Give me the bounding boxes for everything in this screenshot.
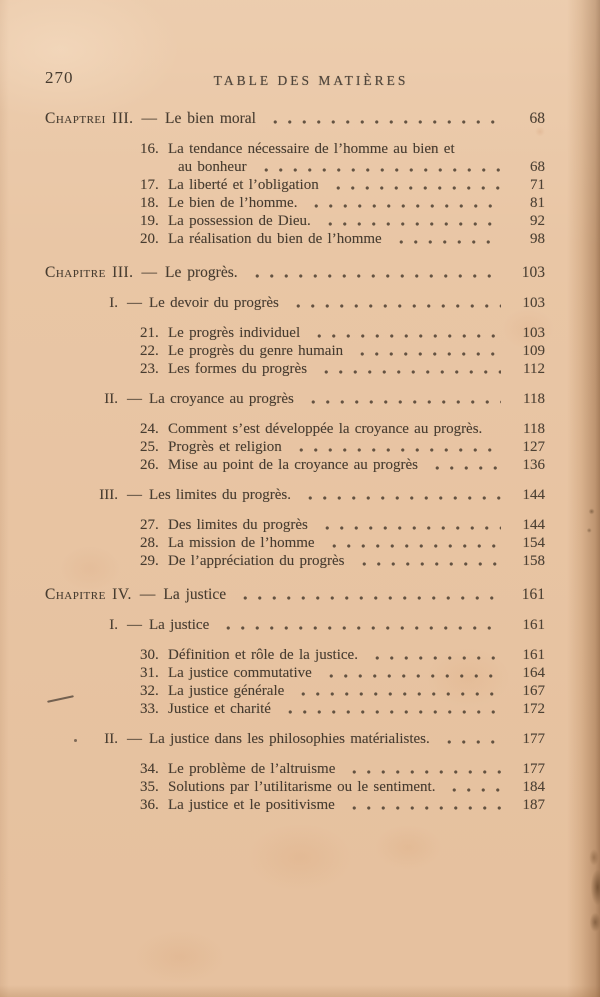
dot-leader: [319, 370, 501, 374]
section-numeral: II.: [104, 391, 118, 407]
entry-title: Solutions par l’utilitarisme ou le sentiment.: [168, 779, 436, 795]
toc-row: [45, 796, 545, 814]
page-number: 177: [522, 761, 545, 777]
entry-title: Les formes du progrès: [168, 361, 308, 377]
page-number: 127: [522, 439, 545, 455]
entry-title: Le bien moral: [165, 110, 256, 127]
dot-leader: [355, 352, 501, 356]
toc-row: [45, 194, 545, 212]
entry-title: Des limites du progrès: [168, 517, 308, 533]
entry-number: 33.: [140, 701, 159, 717]
dot-leader: [291, 304, 501, 308]
entry-title: La tendance nécessaire de l’homme au bien et: [168, 141, 455, 157]
entry-title: La liberté et l’obligation: [168, 177, 319, 193]
entry-title: Le problème de l’altruisme: [168, 761, 336, 777]
toc-row: [45, 730, 545, 748]
dot-leader: [394, 240, 501, 244]
table-of-contents: [45, 110, 545, 814]
toc-row: [45, 700, 545, 718]
dot-leader: [303, 496, 501, 500]
page-number: 167: [522, 683, 545, 699]
toc-row: [45, 158, 545, 176]
toc-row: [45, 342, 545, 360]
entry-number: 25.: [140, 439, 159, 455]
toc-row: [45, 420, 545, 438]
entry-number: 29.: [140, 553, 159, 569]
dot-leader: [430, 466, 501, 470]
page-number: 161: [522, 617, 545, 633]
toc-row: [45, 230, 545, 248]
toc-row: [45, 176, 545, 194]
entry-number: 26.: [140, 457, 159, 473]
dot-leader: [447, 788, 501, 792]
page-number: 103: [522, 295, 545, 311]
section-numeral: II.: [104, 731, 118, 747]
entry-title: Mise au point de la croyance au progrès: [168, 457, 418, 473]
entry-number: 17.: [140, 177, 159, 193]
entry-title: Comment s’est développée la croyance au progrès.: [168, 421, 483, 437]
page-number: 71: [530, 177, 545, 193]
page-number: 172: [522, 701, 545, 717]
entry-number: 16.: [140, 141, 159, 157]
dot-leader: [312, 334, 501, 338]
entry-title: Progrès et religion: [168, 439, 282, 455]
toc-row: [45, 456, 545, 474]
toc-row: [45, 516, 545, 534]
page-number: 154: [522, 535, 545, 551]
ink-speck: [74, 739, 77, 742]
page-number: 177: [522, 731, 545, 747]
em-dash: —: [127, 391, 142, 407]
toc-row: [45, 140, 545, 158]
entry-title: Le progrès du genre humain: [168, 343, 344, 359]
ink-speck: [150, 741, 152, 743]
entry-title: La croyance au progrès: [149, 391, 294, 407]
chapter-prefix: Chaptrei III.: [45, 110, 134, 127]
entry-number: 20.: [140, 231, 159, 247]
toc-row: [45, 390, 545, 408]
section-numeral: III.: [99, 487, 118, 503]
entry-number: 36.: [140, 797, 159, 813]
em-dash: —: [139, 586, 156, 603]
page-number: 81: [530, 195, 545, 211]
toc-row: [45, 360, 545, 378]
dot-leader: [347, 770, 501, 774]
page-number: 144: [522, 517, 545, 533]
section-numeral: I.: [109, 617, 118, 633]
entry-title: La justice: [163, 586, 227, 603]
entry-title: La justice et le positivisme: [168, 797, 335, 813]
page-number: 184: [522, 779, 545, 795]
dot-leader: [324, 674, 501, 678]
page-number: 164: [522, 665, 545, 681]
dot-leader: [323, 222, 501, 226]
em-dash: —: [141, 264, 158, 281]
toc-row: [45, 682, 545, 700]
dot-leader: [283, 710, 501, 714]
toc-row: [45, 552, 545, 570]
dot-leader: [347, 806, 501, 810]
toc-row: [45, 486, 545, 504]
toc-row: [45, 664, 545, 682]
dot-leader: [306, 400, 501, 404]
toc-row: [45, 264, 545, 282]
entry-title: La justice dans les philosophies matérialistes.: [149, 731, 430, 747]
page-number: 118: [523, 421, 545, 437]
dot-leader: [238, 596, 501, 600]
em-dash: —: [127, 617, 142, 633]
entry-number: 19.: [140, 213, 159, 229]
page-number: 98: [530, 231, 545, 247]
entry-number: 34.: [140, 761, 159, 777]
section-numeral: I.: [109, 295, 118, 311]
dot-leader: [259, 168, 501, 172]
toc-row: [45, 586, 545, 604]
toc-row: [45, 646, 545, 664]
toc-row: [45, 534, 545, 552]
page-number: 161: [522, 647, 545, 663]
page-number: 109: [522, 343, 545, 359]
entry-title: Le progrès.: [165, 264, 238, 281]
entry-number: 18.: [140, 195, 159, 211]
dot-leader: [294, 448, 501, 452]
dot-leader: [268, 120, 501, 124]
dot-leader: [327, 544, 501, 548]
dot-leader: [250, 274, 501, 278]
dot-leader: [331, 186, 501, 190]
entry-number: 32.: [140, 683, 159, 699]
entry-number: 31.: [140, 665, 159, 681]
page-number: 136: [522, 457, 545, 473]
page-number: 103: [521, 264, 545, 281]
entry-number: 30.: [140, 647, 159, 663]
em-dash: —: [127, 295, 142, 311]
entry-title: Le bien de l’homme.: [168, 195, 298, 211]
entry-title: La justice: [149, 617, 210, 633]
toc-row: [45, 778, 545, 796]
entry-title: Justice et charité: [168, 701, 271, 717]
entry-title: Définition et rôle de la justice.: [168, 647, 358, 663]
toc-row: [45, 616, 545, 634]
entry-number: 23.: [140, 361, 159, 377]
page-number: 144: [522, 487, 545, 503]
dot-leader: [309, 204, 501, 208]
entry-title: La justice commutative: [168, 665, 312, 681]
entry-title: Les limites du progrès.: [149, 487, 291, 503]
entry-number: 35.: [140, 779, 159, 795]
page-number: 92: [530, 213, 545, 229]
entry-title: La mission de l’homme: [168, 535, 315, 551]
toc-row: [45, 212, 545, 230]
dot-leader: [320, 526, 501, 530]
entry-number: 27.: [140, 517, 159, 533]
dot-leader: [221, 626, 501, 630]
entry-number: 24.: [140, 421, 159, 437]
entry-title: De l’appréciation du progrès: [168, 553, 345, 569]
toc-row: [45, 294, 545, 312]
page-number: 161: [521, 586, 545, 603]
entry-title: Le devoir du progrès: [149, 295, 279, 311]
dot-leader: [370, 656, 501, 660]
page-number: 158: [522, 553, 545, 569]
toc-row: [45, 324, 545, 342]
page-number: 68: [529, 110, 545, 127]
dot-leader: [296, 692, 501, 696]
page-number: 187: [522, 797, 545, 813]
toc-row: [45, 110, 545, 128]
chapter-prefix: Chapitre III.: [45, 264, 134, 281]
page-number: 118: [523, 391, 545, 407]
entry-title-continuation: au bonheur: [178, 159, 247, 175]
toc-row: [45, 438, 545, 456]
entry-title: La réalisation du bien de l’homme: [168, 231, 382, 247]
em-dash: —: [141, 110, 158, 127]
running-header: TABLE DES MATIÈRES: [213, 73, 409, 88]
em-dash: —: [127, 731, 142, 747]
entry-title: La justice générale: [168, 683, 285, 699]
toc-row: [45, 760, 545, 778]
dot-leader: [442, 740, 501, 744]
page-number: 68: [530, 159, 545, 175]
page-folio-number: 270: [45, 68, 74, 87]
entry-number: 22.: [140, 343, 159, 359]
dot-leader: [357, 562, 501, 566]
chapter-prefix: Chapitre IV.: [45, 586, 132, 603]
em-dash: —: [127, 487, 142, 503]
page-number: 103: [522, 325, 545, 341]
entry-number: 21.: [140, 325, 159, 341]
entry-title: Le progrès individuel: [168, 325, 301, 341]
page-number: 112: [523, 361, 545, 377]
entry-number: 28.: [140, 535, 159, 551]
entry-title: La possession de Dieu.: [168, 213, 311, 229]
